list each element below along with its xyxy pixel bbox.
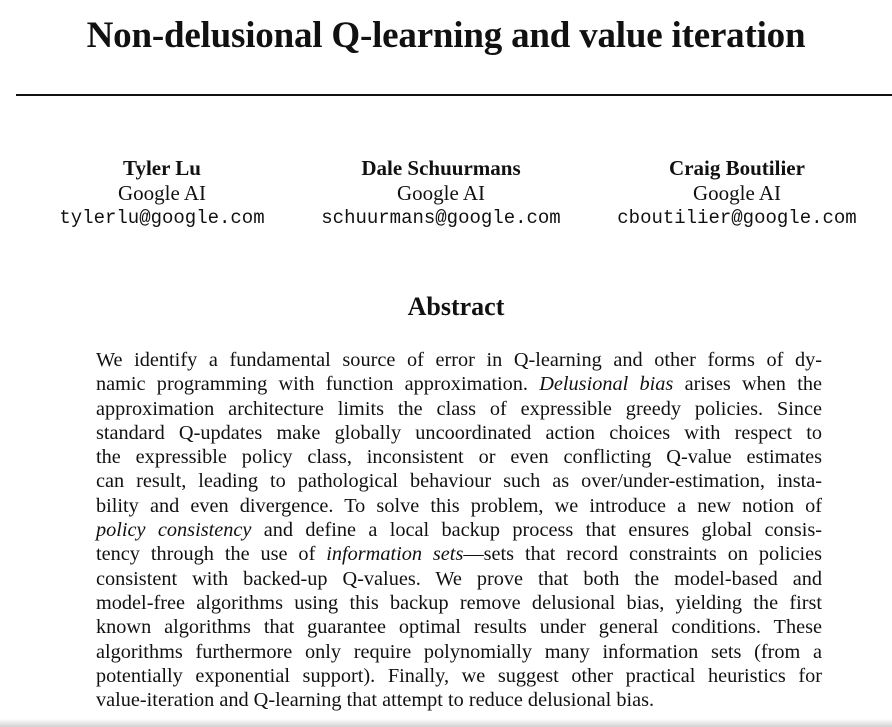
abstract-text: namic programming with function approximation. — [96, 373, 540, 396]
abstract-line — [96, 372, 822, 396]
abstract-emphasis: Delusional bias — [539, 373, 674, 396]
author-name: Craig Boutilier — [669, 156, 805, 180]
abstract-text: arises when the — [673, 373, 822, 396]
abstract-text: and define a local backup process that ensures global consis- — [251, 519, 822, 542]
page-edge-shadow — [0, 719, 892, 727]
abstract-emphasis: information sets — [326, 543, 464, 566]
abstract-line — [96, 518, 822, 542]
paper-title: Non-delusional Q-learning and value iteration — [86, 15, 806, 56]
abstract-line — [96, 591, 822, 615]
abstract-line — [96, 542, 822, 566]
author-affiliation: Google AI — [117, 181, 207, 205]
abstract-line — [96, 421, 822, 445]
abstract-line — [96, 397, 822, 421]
abstract-text: tency through the use of — [96, 543, 327, 566]
abstract-line — [96, 348, 822, 372]
abstract-line — [96, 567, 822, 591]
abstract-text: the expressible policy class, inconsistent or even conflicting Q-value estimates — [96, 446, 822, 469]
abstract-line — [96, 615, 822, 639]
author-block — [611, 156, 863, 231]
author-name: Dale Schuurmans — [361, 156, 521, 180]
abstract-line — [96, 494, 822, 518]
abstract-text: standard Q-updates make globally uncoordinated action choices with respect to — [96, 421, 822, 444]
author-affiliation: Google AI — [396, 181, 486, 205]
author-email: tylerlu@google.com — [59, 207, 265, 229]
abstract-text: potentially exponential support). Finally, we suggest other practical heuristics for — [96, 664, 822, 687]
author-name: Tyler Lu — [123, 156, 201, 180]
title-rule — [16, 94, 892, 96]
abstract-text: We identify a fundamental source of error in Q-learning and other forms of dy- — [96, 349, 822, 371]
abstract-text: approximation architecture limits the class of expressible greedy policies. Since — [96, 397, 822, 420]
author-block — [311, 156, 571, 231]
abstract-heading: Abstract — [407, 292, 505, 321]
abstract-text: known algorithms that guarantee optimal results under general conditions. These — [96, 616, 822, 639]
author-block — [52, 156, 272, 231]
abstract-text: can result, leading to pathological behaviour such as over/under-estimation, insta- — [96, 470, 822, 493]
abstract-text: algorithms furthermore only require polynomially many information sets (from a — [96, 640, 822, 663]
abstract-line — [96, 640, 822, 664]
abstract-line — [96, 445, 822, 469]
abstract-text: —sets that record constraints on policies — [463, 543, 822, 566]
abstract-emphasis: policy consistency — [96, 519, 252, 542]
abstract-line — [96, 688, 822, 712]
author-email: schuurmans@google.com — [321, 207, 561, 229]
abstract-text: value-iteration and Q-learning that attempt to reduce delusional bias. — [96, 689, 655, 712]
abstract-line — [96, 469, 822, 493]
abstract-text: bility and even divergence. To solve this problem, we introduce a new notion of — [96, 494, 822, 517]
abstract-body — [96, 348, 822, 712]
author-email: cboutilier@google.com — [617, 207, 857, 229]
abstract-text: model-free algorithms using this backup remove delusional bias, yielding the first — [96, 591, 822, 614]
author-affiliation: Google AI — [692, 181, 782, 205]
abstract-text: consistent with backed-up Q-values. We prove that both the model-based and — [96, 567, 822, 590]
abstract-line — [96, 664, 822, 688]
